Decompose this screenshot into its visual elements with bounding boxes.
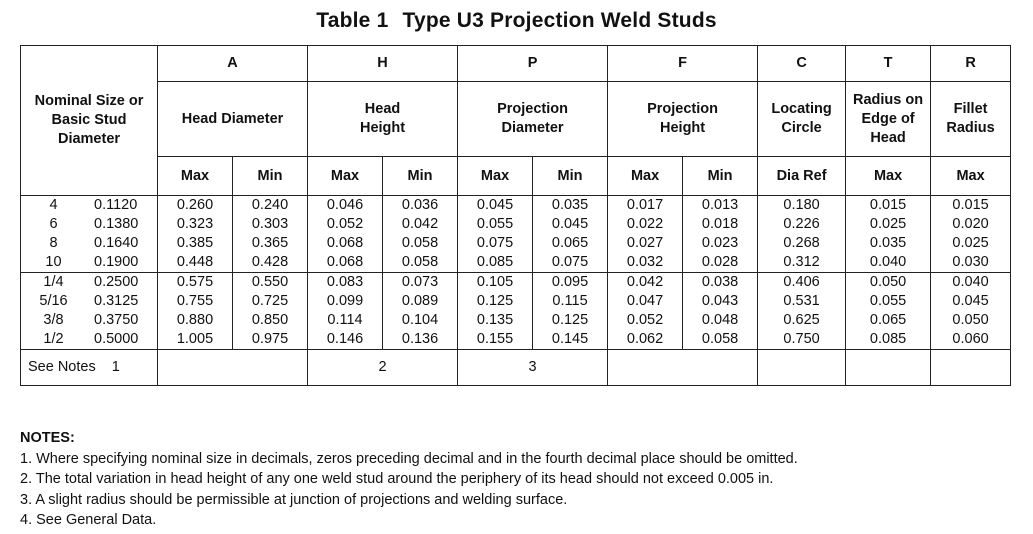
- head-diameter-header: Head Diameter: [158, 82, 308, 157]
- value-cell: [383, 196, 458, 273]
- see-notes-value: 2: [308, 350, 458, 386]
- see-note-ref: 1: [111, 359, 120, 375]
- basic-diameter: 0.1900: [94, 254, 139, 270]
- note-item: 2. The total variation in head height of any one weld stud around the periphery of its head should not exceed 0.005 in.: [20, 471, 774, 487]
- table-value: 0.043: [701, 293, 739, 309]
- value-cell: [931, 196, 1011, 273]
- table-value: 0.075: [551, 254, 589, 270]
- table-value: 0.880: [176, 312, 214, 328]
- see-notes-label: See Notes: [28, 359, 96, 375]
- value-cell: [846, 196, 931, 273]
- subheader-cell: Max: [931, 157, 1011, 196]
- nominal-size: 6: [49, 216, 58, 232]
- table-value: 0.052: [326, 216, 364, 232]
- table-value: 0.045: [551, 216, 589, 232]
- table-value: 0.125: [551, 312, 589, 328]
- value-cell: [608, 273, 683, 350]
- table-value: 0.136: [401, 331, 439, 347]
- value-cell: [683, 196, 758, 273]
- nominal-size-header: Nominal Size or Basic Stud Diameter: [21, 46, 158, 196]
- table-value: 0.045: [952, 293, 989, 309]
- table-title: [0, 9, 1033, 33]
- size-group-row: [21, 273, 1011, 350]
- subheader-cell: Min: [383, 157, 458, 196]
- table-value: 0.135: [476, 312, 514, 328]
- subheader-cell: Min: [233, 157, 308, 196]
- table-value: 0.089: [401, 293, 439, 309]
- table-value: 0.042: [626, 274, 664, 290]
- value-cell: [846, 273, 931, 350]
- table-value: 0.017: [626, 197, 664, 213]
- table-value: 0.240: [251, 197, 289, 213]
- table-value: 0.055: [476, 216, 514, 232]
- value-cell: [533, 273, 608, 350]
- table-value: 0.030: [952, 254, 989, 270]
- subheader-cell: Min: [683, 157, 758, 196]
- basic-diameter: 0.1380: [94, 216, 139, 232]
- value-cell: [383, 273, 458, 350]
- notes-heading: NOTES:: [20, 430, 75, 446]
- table-value: 0.531: [783, 293, 820, 309]
- table-value: 0.226: [783, 216, 820, 232]
- letter-r: R: [931, 46, 1011, 82]
- see-notes-value: [158, 350, 308, 386]
- value-cell: [458, 273, 533, 350]
- nominal-size: 1/2: [43, 331, 64, 347]
- value-cell: [758, 196, 846, 273]
- table-value: 0.095: [551, 274, 589, 290]
- table-value: 0.047: [626, 293, 664, 309]
- table-value: 0.068: [326, 254, 364, 270]
- table-value: 0.075: [476, 235, 514, 251]
- table-caption: Type U3 Projection Weld Studs: [402, 9, 717, 32]
- table-value: 0.083: [326, 274, 364, 290]
- table-value: 0.155: [476, 331, 514, 347]
- nominal-size: 3/8: [43, 312, 64, 328]
- subheader-cell: Max: [846, 157, 931, 196]
- value-cell: [931, 273, 1011, 350]
- table-value: 0.058: [401, 254, 439, 270]
- weld-stud-table: [20, 45, 1011, 386]
- nominal-size: 10: [45, 254, 62, 270]
- basic-diameter: 0.3125: [94, 293, 139, 309]
- head-height-header: Head Height: [308, 82, 458, 157]
- value-cell: [233, 273, 308, 350]
- table-value: 0.015: [869, 197, 907, 213]
- nominal-size: 5/16: [39, 293, 68, 309]
- see-notes-cell: [21, 350, 158, 386]
- subheader-cell: Max: [608, 157, 683, 196]
- table-value: 0.575: [176, 274, 214, 290]
- basic-diameter: 0.1120: [94, 197, 138, 213]
- table-value: 0.040: [952, 274, 989, 290]
- table-value: 0.114: [327, 312, 363, 328]
- table-value: 0.725: [251, 293, 289, 309]
- value-cell: [608, 196, 683, 273]
- value-cell: [533, 196, 608, 273]
- table-value: 0.036: [401, 197, 439, 213]
- table-value: 0.027: [626, 235, 664, 251]
- table-value: 0.046: [326, 197, 364, 213]
- table-value: 0.065: [869, 312, 907, 328]
- table-value: 0.035: [551, 197, 589, 213]
- table-number: Table 1: [316, 9, 389, 32]
- table-value: 0.045: [476, 197, 514, 213]
- table-value: 0.312: [783, 254, 820, 270]
- radius-edge-header: Radius on Edge of Head: [846, 82, 931, 157]
- table-value: 0.025: [869, 216, 907, 232]
- table-value: 0.022: [626, 216, 664, 232]
- table-value: 0.013: [701, 197, 739, 213]
- table-value: 0.145: [551, 331, 589, 347]
- table-value: 0.058: [701, 331, 739, 347]
- table-value: 0.042: [401, 216, 439, 232]
- table-value: 0.180: [783, 197, 820, 213]
- note-item: 3. A slight radius should be permissible at junction of projections and welding surface.: [20, 491, 568, 508]
- table-value: 0.050: [952, 312, 989, 328]
- table-value: 0.975: [251, 331, 289, 347]
- table-value: 0.018: [701, 216, 739, 232]
- nominal-size: 4: [49, 197, 58, 213]
- table-value: 0.406: [783, 274, 820, 290]
- table-value: 0.020: [952, 216, 989, 232]
- note-item: 4. See General Data.: [20, 512, 157, 528]
- table-value: 0.028: [701, 254, 739, 270]
- letter-a: A: [158, 46, 308, 82]
- locating-circle-header: Locating Circle: [758, 82, 846, 157]
- see-notes-value: 3: [458, 350, 608, 386]
- projection-diameter-header: Projection Diameter: [458, 82, 608, 157]
- table-value: 0.385: [176, 235, 214, 251]
- table-value: 0.062: [626, 331, 664, 347]
- table-value: 0.035: [869, 235, 907, 251]
- value-cell: [158, 196, 233, 273]
- letter-h: H: [308, 46, 458, 82]
- table-value: 0.040: [869, 254, 907, 270]
- table-value: 0.115: [552, 293, 588, 309]
- table-value: 0.085: [869, 331, 907, 347]
- basic-diameter: 0.3750: [94, 312, 139, 328]
- table-value: 0.073: [401, 274, 439, 290]
- see-notes-value: [758, 350, 846, 386]
- value-cell: [233, 196, 308, 273]
- value-cell: [758, 273, 846, 350]
- value-cell: [308, 196, 383, 273]
- table-value: 0.365: [251, 235, 289, 251]
- fillet-radius-header: Fillet Radius: [931, 82, 1011, 157]
- value-cell: [308, 273, 383, 350]
- value-cell: [458, 196, 533, 273]
- table-value: 0.625: [783, 312, 820, 328]
- see-notes-value: [846, 350, 931, 386]
- table-value: 0.055: [869, 293, 907, 309]
- table-value: 0.023: [701, 235, 739, 251]
- table-value: 0.052: [626, 312, 664, 328]
- table-value: 0.025: [952, 235, 989, 251]
- table-value: 0.038: [701, 274, 739, 290]
- table-value: 0.085: [476, 254, 514, 270]
- see-notes-value: [608, 350, 758, 386]
- notes-section: [20, 428, 798, 531]
- note-item: 1. Where specifying nominal size in decimals, zeros preceding decimal and in the fourth decimal place should be omitted.: [20, 450, 798, 467]
- table-value: 0.146: [326, 331, 364, 347]
- table-value: 1.005: [176, 331, 214, 347]
- table-value: 0.260: [176, 197, 214, 213]
- table-value: 0.550: [251, 274, 289, 290]
- letter-p: P: [458, 46, 608, 82]
- subheader-cell: Dia Ref: [758, 157, 846, 196]
- nominal-size: 8: [49, 235, 58, 251]
- value-cell: [158, 273, 233, 350]
- table-value: 0.105: [476, 274, 514, 290]
- table-value: 0.323: [176, 216, 214, 232]
- basic-diameter: 0.5000: [94, 331, 139, 347]
- projection-height-header: Projection Height: [608, 82, 758, 157]
- table-value: 0.058: [401, 235, 439, 251]
- basic-diameter: 0.1640: [94, 235, 139, 251]
- table-value: 0.015: [952, 197, 989, 213]
- nominal-size: 1/4: [43, 274, 64, 290]
- table-value: 0.268: [783, 235, 820, 251]
- table-value: 0.303: [251, 216, 289, 232]
- subheader-cell: Min: [533, 157, 608, 196]
- subheader-cell: Max: [308, 157, 383, 196]
- see-notes-value: [931, 350, 1011, 386]
- table-value: 0.850: [251, 312, 289, 328]
- table-value: 0.750: [783, 331, 820, 347]
- table-value: 0.032: [626, 254, 664, 270]
- table-value: 0.048: [701, 312, 739, 328]
- table-value: 0.125: [476, 293, 514, 309]
- table-value: 0.068: [326, 235, 364, 251]
- basic-diameter: 0.2500: [94, 274, 139, 290]
- nominal-size-cell: [21, 196, 158, 273]
- table-value: 0.050: [869, 274, 907, 290]
- subheader-cell: Max: [158, 157, 233, 196]
- subheader-cell: Max: [458, 157, 533, 196]
- table-value: 0.060: [952, 331, 989, 347]
- table-value: 0.104: [401, 312, 439, 328]
- letter-c: C: [758, 46, 846, 82]
- letter-t: T: [846, 46, 931, 82]
- value-cell: [683, 273, 758, 350]
- see-notes-row: [21, 350, 1011, 386]
- table-value: 0.065: [551, 235, 589, 251]
- table-value: 0.099: [326, 293, 364, 309]
- size-group-row: [21, 196, 1011, 273]
- nominal-size-cell: [21, 273, 158, 350]
- table-value: 0.755: [176, 293, 214, 309]
- table-value: 0.428: [251, 254, 289, 270]
- letter-f: F: [608, 46, 758, 82]
- table-value: 0.448: [176, 254, 214, 270]
